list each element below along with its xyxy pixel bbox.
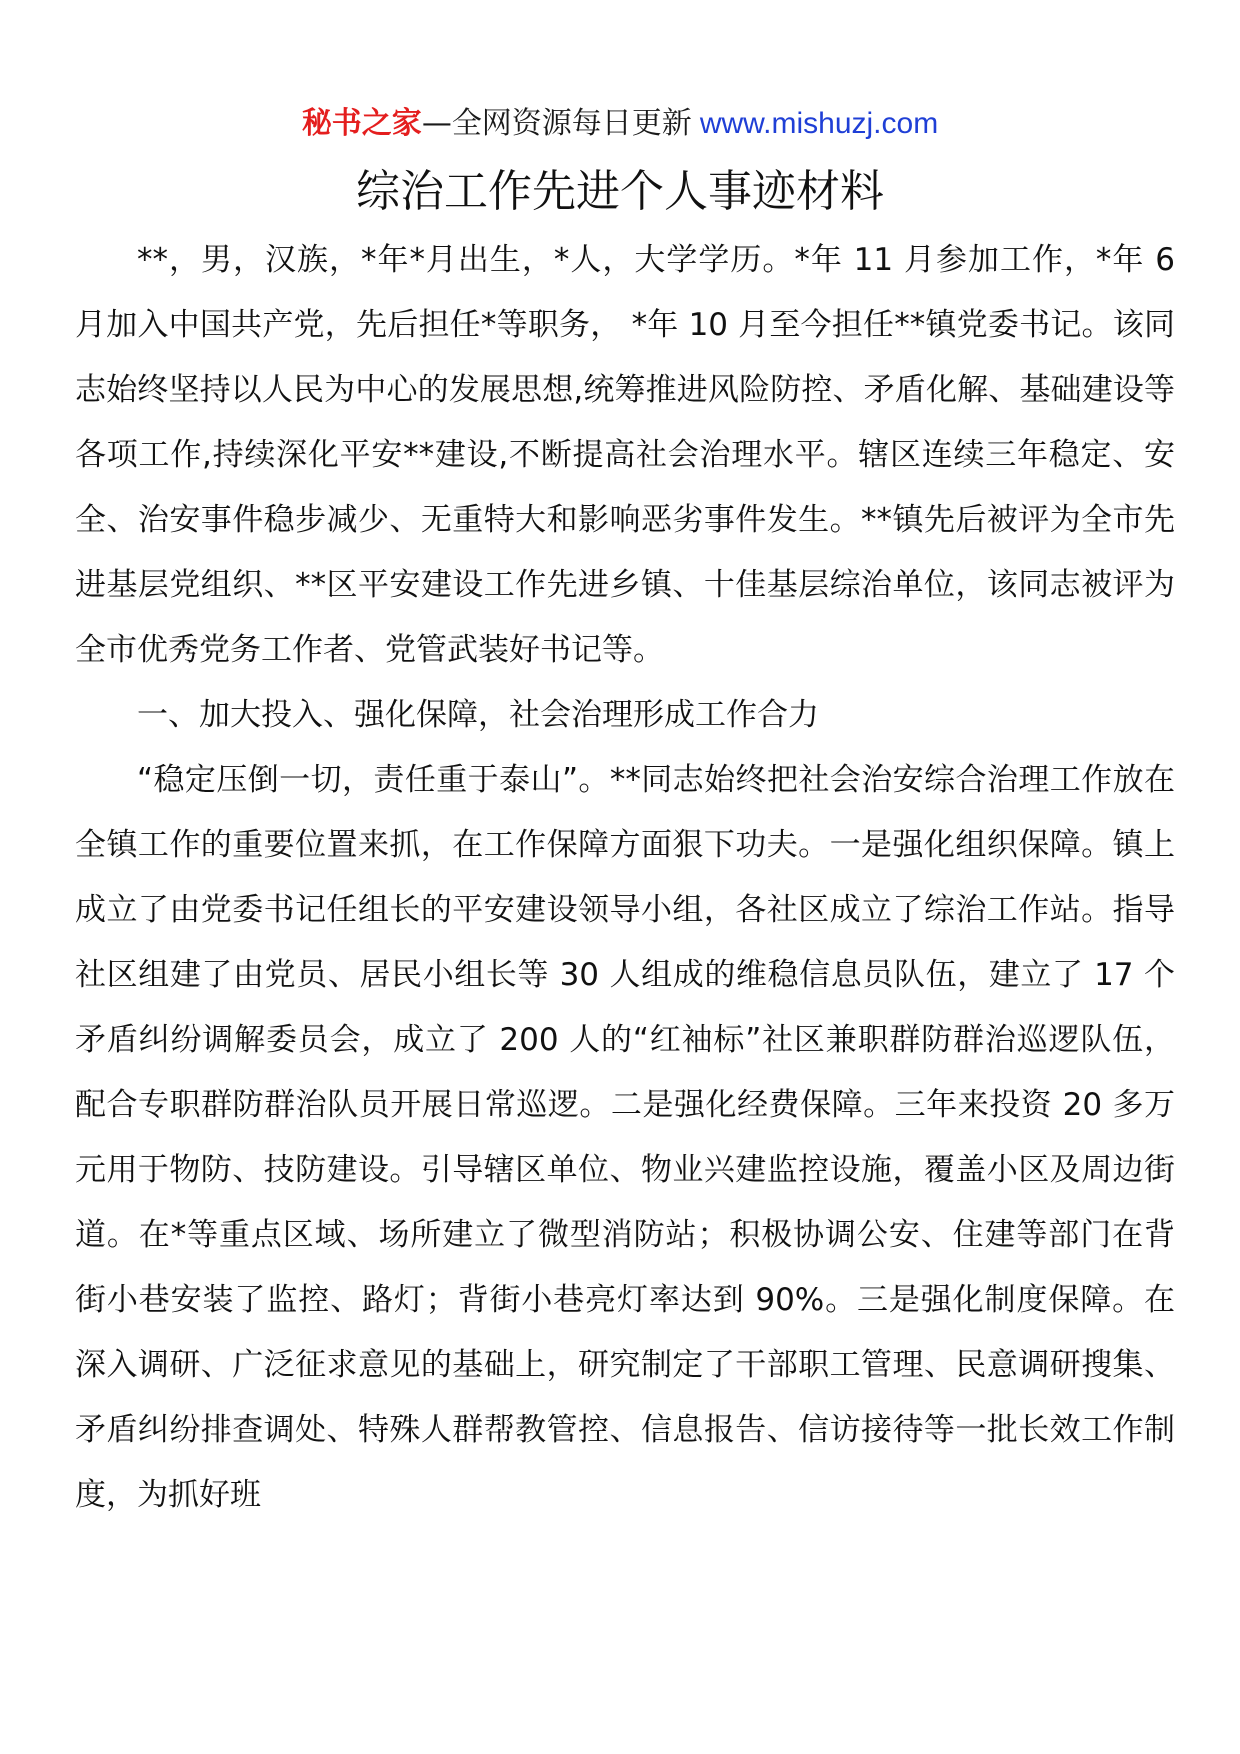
intro-paragraph: **，男，汉族，*年*月出生，*人，大学学历。*年 11 月参加工作，*年 6 月加入中国共产党，先后担任*等职务， *年 10 月至今担任**镇党委书记。该同志始终坚持以人民为中心的发展思想,统筹推进风险防控、矛盾化解、基础建设等各项工作,持续深化平安**建设,不断提高社会治理水平。辖区连续三年稳定、安全、治安事件稳步减少、无重特大和影响恶劣事件发生。**镇先后被评为全市先进基层党组织、**区平安建设工作先进乡镇、十佳基层综治单位，该同志被评为全市优秀党务工作者、党管武装好书记等。 xyxy=(75,242,1175,668)
section-1-heading: 一、加大投入、强化保障，社会治理形成工作合力 xyxy=(137,697,819,733)
document-title: 综治工作先进个人事迹材料 xyxy=(356,166,884,217)
header-tagline: —全网资源每日更新 xyxy=(421,106,692,141)
site-url-link[interactable]: www.mishuzj.com xyxy=(699,107,939,140)
section-1-paragraph: “稳定压倒一切，责任重于泰山”。**同志始终把社会治安综合治理工作放在全镇工作的重要位置来抓，在工作保障方面狠下功夫。一是强化组织保障。镇上成立了由党委书记任组长的平安建设领导小组，各社区成立了综治工作站。指导社区组建了由党员、居民小组长等 30 人组成的维稳信息员队伍，建立了 17 个矛盾纠纷调解委员会，成立了 200 人的“红袖标”社区兼职群防群治巡逻队伍，配合专职群防群治队员开展日常巡逻。二是强化经费保障。三年来投资 20 多万元用于物防、技防建设。引导辖区单位、物业兴建监控设施，覆盖小区及周边街道。在*等重点区域、场所建立了微型消防站；积极协调公安、住建等部门在背街小巷安装了监控、路灯；背街小巷亮灯率达到 90%。三是强化制度保障。在深入调研、广泛征求意见的基础上，研究制定了干部职工管理、民意调研搜集、矛盾纠纷排查调处、特殊人群帮教管控、信息报告、信访接待等一批长效工作制度，为抓好班 xyxy=(75,762,1175,1513)
site-header xyxy=(0,102,1240,146)
document-body xyxy=(75,228,1175,1528)
brand-name: 秘书之家 xyxy=(301,106,422,141)
